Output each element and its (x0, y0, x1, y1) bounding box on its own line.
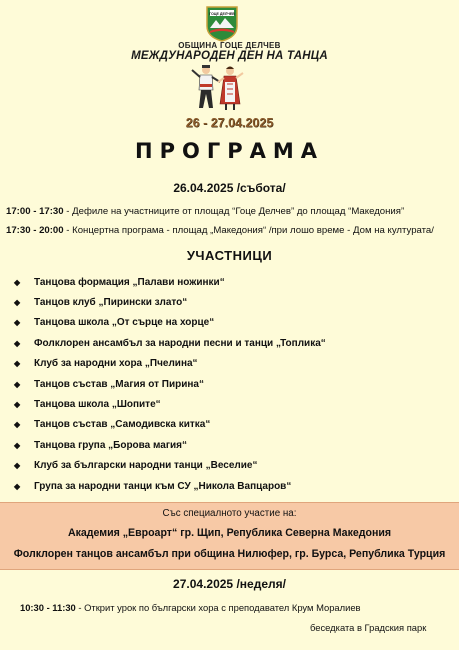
diamond-bullet-icon: ◆ (14, 277, 21, 287)
schedule-text: - Дефиле на участниците от площад “Гоце Делчев” до площад “Македония” (63, 206, 405, 217)
participant-name: Клуб за български народни танци „Веселие“ (34, 460, 258, 472)
list-item (14, 476, 434, 496)
participant-name: Танцова формация „Палави ножинки“ (34, 276, 225, 288)
schedule-time: 17:00 - 17:30 (6, 206, 64, 217)
crest-text: ГОЦЕ ДЕЛЧЕВ (209, 11, 235, 16)
schedule-item (20, 602, 459, 613)
diamond-bullet-icon: ◆ (14, 461, 21, 471)
participant-name: Танцов състав „Самодивска китка“ (34, 419, 211, 431)
list-item (14, 272, 434, 292)
schedule-location: беседката в Градския парк (310, 622, 427, 633)
schedule-text: - Концертна програма - площад „Македония“ /при лошо време - Дом на културата/ (63, 225, 434, 236)
participant-name: Клуб за народни хора „Пчелина“ (34, 358, 198, 370)
list-item (14, 415, 434, 435)
participants-title: УЧАСТНИЦИ (186, 248, 273, 263)
schedule-item (6, 206, 456, 217)
list-item (14, 435, 434, 455)
participant-name: Танцова школа „Шопите“ (34, 399, 161, 411)
schedule-item (6, 225, 456, 236)
day1-heading: 26.04.2025 /събота/ (173, 181, 286, 195)
event-title: МЕЖДУНАРОДЕН ДЕН НА ТАНЦА (131, 50, 328, 62)
list-item (14, 374, 434, 394)
special-guests-intro: Със специалното участие на: (162, 508, 297, 519)
program-title: ПРОГРАМА (135, 139, 324, 163)
schedule-time: 17:30 - 20:00 (6, 225, 64, 236)
participant-name: Танцов състав „Магия от Пирина“ (34, 378, 204, 390)
diamond-bullet-icon: ◆ (14, 359, 21, 369)
diamond-bullet-icon: ◆ (14, 298, 21, 308)
list-item (14, 333, 434, 353)
participant-name: Група за народни танци към СУ „Никола Вапцаров“ (34, 480, 292, 492)
list-item (14, 313, 434, 333)
diamond-bullet-icon: ◆ (14, 318, 21, 328)
special-guest: Академия „Евроарт“ гр. Щип, Република Северна Македония (67, 527, 392, 539)
participant-name: Танцов клуб „Пирински злато“ (34, 297, 188, 309)
event-dates: 26 - 27.04.2025 (185, 116, 274, 130)
list-item (14, 354, 434, 374)
list-item (14, 394, 434, 414)
folk-dancers-icon (186, 64, 250, 114)
schedule-text: - Открит урок по български хора с преподавател Крум Моралиев (75, 602, 361, 613)
participants-list (14, 272, 434, 496)
participant-name: Танцова школа „От сърце на хорце“ (34, 317, 215, 329)
participant-name: Танцова група „Борова магия“ (34, 439, 187, 451)
diamond-bullet-icon: ◆ (14, 400, 21, 410)
list-item (14, 456, 434, 476)
schedule-time: 10:30 - 11:30 (20, 602, 76, 613)
diamond-bullet-icon: ◆ (14, 481, 21, 491)
diamond-bullet-icon: ◆ (14, 440, 21, 450)
diamond-bullet-icon: ◆ (14, 420, 21, 430)
day2-heading: 27.04.2025 /неделя/ (173, 577, 286, 591)
municipality-name: ОБЩИНА ГОЦЕ ДЕЛЧЕВ (178, 41, 281, 50)
participant-name: Фолклорен ансамбъл за народни песни и танци „Топлика“ (34, 337, 326, 349)
list-item (14, 292, 434, 312)
special-guest: Фолклорен танцов ансамбъл при община Нилюфер, гр. Бурса, Република Турция (13, 548, 446, 560)
municipality-crest-icon (204, 4, 240, 42)
diamond-bullet-icon: ◆ (14, 338, 21, 348)
diamond-bullet-icon: ◆ (14, 379, 21, 389)
